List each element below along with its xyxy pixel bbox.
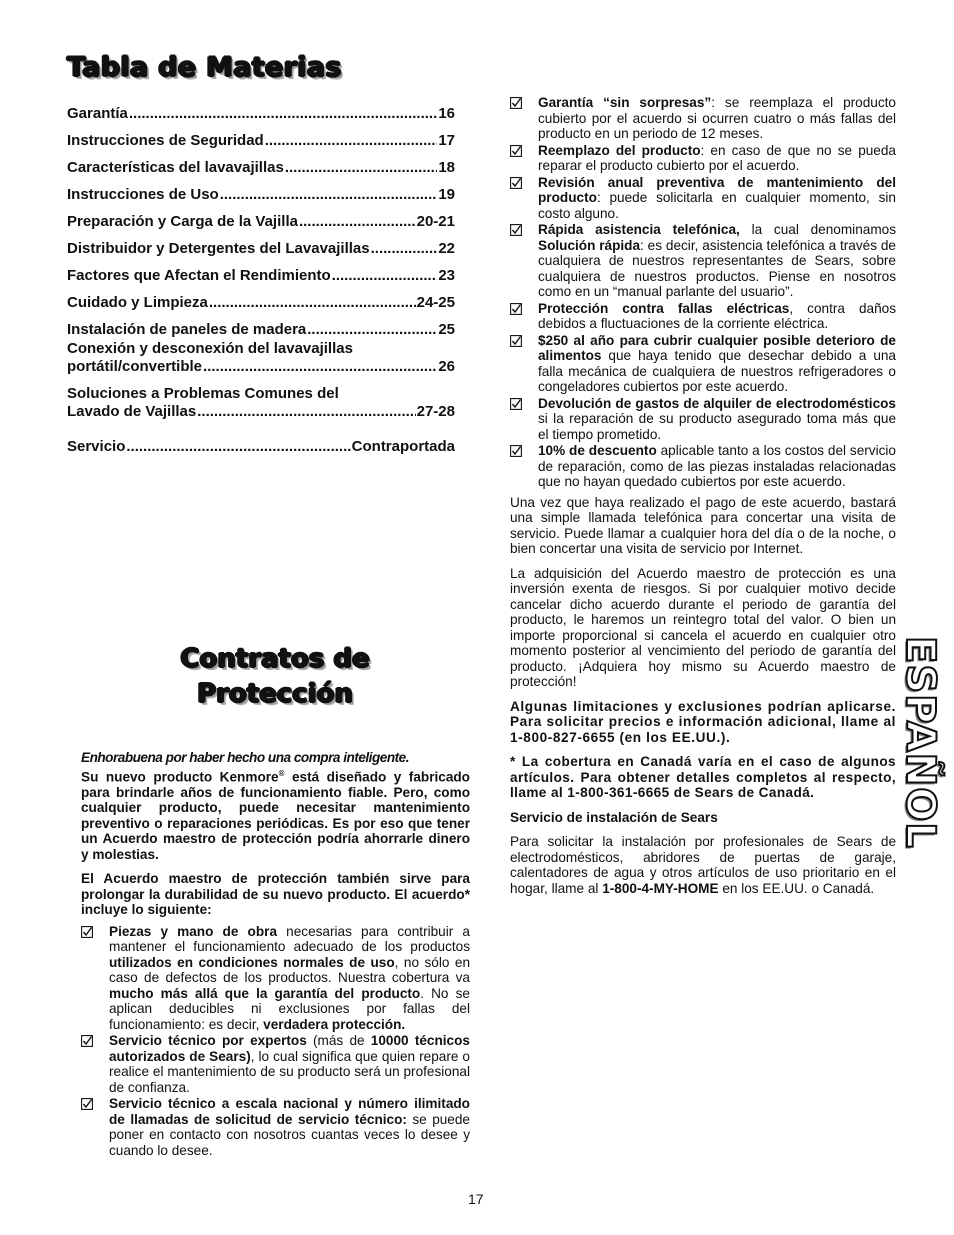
contracts-title-line2: Protección xyxy=(197,679,353,709)
benefit-bold-text: mucho más allá que la garantía del producto xyxy=(109,985,421,1001)
benefit-bold-text: 10% de descuento xyxy=(538,443,657,458)
checkbox-checked-icon xyxy=(510,97,522,109)
toc-entry-page: 20-21 xyxy=(416,213,455,230)
benefit-text: si la reparación de su producto asegurado toma más que el tiempo prometido. xyxy=(538,411,896,442)
checkbox-checked-icon xyxy=(510,398,522,410)
toc-entry-page: 25 xyxy=(438,321,455,338)
benefit-text: : es decir, asistencia telefónica a través de cualquiera de nuestros representantes de Sears, sobre cualquiera de nuestros productos. Piense en nosotros como en un “manual parlante del usuario”. xyxy=(538,237,896,299)
benefit-item xyxy=(81,924,470,1033)
toc-entry-page: Contraportada xyxy=(351,438,455,455)
benefit-bold-text: Solución rápida xyxy=(538,237,641,253)
benefit-item xyxy=(81,1096,470,1158)
registered-mark: ® xyxy=(278,768,285,778)
toc-entry-page: 16 xyxy=(438,105,455,122)
toc-leader-dots xyxy=(371,240,438,258)
toc-entry-page: 22 xyxy=(438,240,455,257)
benefit-item xyxy=(510,175,896,222)
toc-entry-page: 26 xyxy=(438,358,455,375)
toc-entry-label: Instrucciones de Seguridad xyxy=(67,132,264,149)
benefit-text: necesarias para contribuir a mantener el funcionamiento adecuado de los productos xyxy=(109,923,470,955)
toc-leader-dots xyxy=(220,186,438,204)
intro-paragraph xyxy=(81,750,470,862)
toc-leader-dots xyxy=(197,403,415,421)
toc-entry xyxy=(67,231,455,258)
benefit-text: . No se aplican deducibles ni exclusiones por fallas del funcionamiento: es decir, xyxy=(109,985,470,1032)
intro-p1-b: está diseñado y fabricado para brindarle años de funcionamiento fiable. Pero, como cualquier producto, puede necesitar mantenimiento preventivo o reparaciones periódicas. Es por eso que tener un Acuerdo maestro de protección podría ahorrarle dinero y molestias. xyxy=(81,769,470,862)
install-text-b: en los EE.UU. o Canadá. xyxy=(718,880,875,896)
toc-entry-label-line1: Soluciones a Problemas Comunes del xyxy=(67,385,339,402)
toc-entry xyxy=(67,177,455,204)
benefit-bold-text: Rápida asistencia telefónica, xyxy=(538,222,740,237)
toc-leader-dots xyxy=(307,321,437,339)
toc-entry-label: Instalación de paneles de madera xyxy=(67,321,307,338)
toc-entry-label: Factores que Afectan el Rendimiento xyxy=(67,267,331,284)
payment-paragraph: Una vez que haya realizado el pago de este acuerdo, bastará una simple llamada telefónica para concertar una visita de servicio. Puede llamar a cualquier hora del día o de la noche, o bien concertar una visita de servicio por Internet. xyxy=(510,494,896,556)
table-of-contents xyxy=(67,96,455,456)
benefit-text: , lo cual significa que quien repare o realice el mantenimiento de su producto será un profesional de confianza. xyxy=(109,1048,470,1095)
toc-entry-page: 24-25 xyxy=(416,294,455,311)
toc-leader-dots xyxy=(332,267,438,285)
language-side-tab: ESPAÑOL xyxy=(897,636,943,849)
checkbox-checked-icon xyxy=(510,177,522,189)
toc-entry-label: Instrucciones de Uso xyxy=(67,186,219,203)
checkbox-checked-icon xyxy=(81,926,93,938)
benefit-bold-text: Reemplazo del producto xyxy=(538,142,701,158)
toc-leader-dots xyxy=(265,132,438,150)
toc-leader-dots xyxy=(285,159,438,177)
toc-entry-label: Lavado de Vajillas xyxy=(67,403,197,420)
benefit-item xyxy=(81,1033,470,1095)
toc-entry-label: Cuidado y Limpieza xyxy=(67,294,208,311)
canada-paragraph: * La cobertura en Canadá varía en el caso de algunos artículos. Para obtener detalles completos al respecto, llame al 1-800-361-6665 de Sears de Canadá. xyxy=(510,754,896,800)
benefit-item xyxy=(510,396,896,443)
benefit-bold-text: Garantía “sin sorpresas” xyxy=(538,95,712,110)
intro-p1-a: Su nuevo producto Kenmore xyxy=(81,769,279,785)
toc-entry-page: 18 xyxy=(438,159,455,176)
toc-leader-dots xyxy=(129,105,437,123)
toc-leader-dots xyxy=(126,438,350,456)
benefit-bold-text: 10000 técnicos autorizados de Sears) xyxy=(109,1033,470,1064)
benefit-item xyxy=(510,333,896,395)
checkbox-checked-icon xyxy=(510,335,522,347)
intro-italic: Enhorabuena por haber hecho una compra inteligente. xyxy=(81,750,409,765)
benefit-text: : puede solicitarla en cualquier momento, sin costo alguno. xyxy=(538,190,896,221)
checkbox-checked-icon xyxy=(81,1035,93,1047)
toc-entry-label: Distribuidor y Detergentes del Lavavajillas xyxy=(67,240,370,257)
toc-entry-label: Garantía xyxy=(67,105,128,122)
benefit-bold-text: Devolución de gastos de alquiler de electrodomésticos xyxy=(538,395,896,411)
benefit-bold-text: Piezas y mano de obra xyxy=(109,923,278,939)
checkbox-checked-icon xyxy=(510,145,522,157)
toc-entry xyxy=(67,429,455,456)
checkbox-checked-icon xyxy=(510,303,522,315)
investment-paragraph: La adquisición del Acuerdo maestro de protección es una inversión exenta de riesgos. Si por cualquier motivo decide cancelar dicho acuerdo durante el periodo de garantía del producto, le haremos un reintegro total del valor. O bien un importe proporcional si cancela el acuerdo en cualquier otro momento posterior al vencimiento del periodo de garantía del producto. ¡Adquiera hoy mismo su Acuerdo maestro de protección! xyxy=(510,565,896,689)
benefit-bold-text: Revisión anual preventiva de mantenimiento del producto xyxy=(538,174,896,205)
toc-leader-dots xyxy=(299,213,416,231)
toc-entry-label-line1: Conexión y desconexión del lavavajillas xyxy=(67,340,353,357)
toc-leader-dots xyxy=(203,358,437,376)
benefit-bold-text: Protección contra fallas eléctricas xyxy=(538,300,790,316)
install-text-a: Para solicitar la instalación por profesionales de Sears de electrodomésticos, abridores de puertas de garaje, calentadores de agua y otros artículos de uso prioritario en el hogar, llame al xyxy=(510,834,896,896)
benefit-bold-text: verdadera protección. xyxy=(263,1016,406,1032)
left-column-text xyxy=(81,750,470,1159)
toc-entry-label: portátil/convertible xyxy=(67,358,203,375)
limits-paragraph: Algunas limitaciones y exclusiones podrían aplicarse. Para solicitar precios e información adicional, llame al 1-800-827-6655 (en los EE.UU.). xyxy=(510,698,896,745)
toc-title: Tabla de Materias xyxy=(67,52,342,83)
benefit-item xyxy=(510,443,896,490)
toc-entry xyxy=(67,312,455,339)
checkbox-checked-icon xyxy=(510,224,522,236)
benefit-text: la cual denominamos xyxy=(739,222,897,237)
page-number: 17 xyxy=(468,1191,484,1207)
toc-entry-label: Servicio xyxy=(67,438,126,455)
right-benefit-list xyxy=(510,95,896,491)
benefit-text: que haya tenido que desechar debido a una falla mecánica de cualquiera de nuestros refrigeradores o congeladores cubiertos por este acuerdo. xyxy=(538,348,896,394)
toc-entry-label: Características del lavavajillas xyxy=(67,159,284,176)
toc-entry xyxy=(67,204,455,231)
benefit-item xyxy=(510,143,896,174)
benefit-text: aplicable tanto a los costos del servicio de reparación, como de las piezas instaladas relacionadas que no hayan quedado cubiertos por este acuerdo. xyxy=(538,443,896,489)
benefit-bold-text: $250 al año para cubrir cualquier posible deterioro de alimentos xyxy=(538,332,896,363)
benefit-text: (más de xyxy=(306,1033,371,1049)
toc-entry xyxy=(67,258,455,285)
toc-entry-label: Preparación y Carga de la Vajilla xyxy=(67,213,298,230)
install-heading: Servicio de instalación de Sears xyxy=(510,809,718,825)
right-column-text xyxy=(510,95,896,896)
install-paragraph xyxy=(510,834,896,896)
benefit-text: : en caso de que no se pueda reparar el producto cubierto por el acuerdo. xyxy=(538,142,896,173)
benefit-item xyxy=(510,95,896,142)
toc-entry xyxy=(67,339,455,384)
intro-paragraph-2: El Acuerdo maestro de protección también sirve para prolongar la durabilidad de su nuevo producto. El acuerdo* incluye lo siguiente: xyxy=(81,871,470,918)
benefit-text: , contra daños debidos a fluctuaciones de la corriente eléctrica. xyxy=(538,300,896,331)
checkbox-checked-icon xyxy=(510,445,522,457)
benefit-bold-text: utilizados en condiciones normales de uso xyxy=(109,954,395,970)
toc-entry-page: 27-28 xyxy=(416,403,455,420)
benefit-bold-text: Servicio técnico a escala nacional y número ilimitado de llamadas de solicitud de servicio técnico: xyxy=(109,1096,470,1127)
install-phone: 1-800-4-MY-HOME xyxy=(602,880,719,896)
benefit-text: se puede poner en contacto con nosotros cuantas veces lo desee y cuando lo desee. xyxy=(109,1111,470,1158)
benefit-text: , no sólo en caso de defectos de los productos. Nuestra cobertura va xyxy=(109,954,470,986)
toc-leader-dots xyxy=(209,294,416,312)
toc-entry-page: 17 xyxy=(438,132,455,149)
toc-entry-page: 23 xyxy=(438,267,455,284)
contracts-title-line1: Contratos de xyxy=(180,644,370,674)
toc-entry xyxy=(67,384,455,429)
benefit-bold-text: Servicio técnico por expertos xyxy=(109,1033,307,1049)
toc-entry xyxy=(67,285,455,312)
toc-entry xyxy=(67,123,455,150)
checkbox-checked-icon xyxy=(81,1098,93,1110)
contracts-title xyxy=(120,642,430,712)
benefit-item xyxy=(510,222,896,300)
benefit-item xyxy=(510,301,896,332)
toc-entry-page: 19 xyxy=(438,186,455,203)
left-benefit-list xyxy=(81,924,470,1160)
benefit-text: : se reemplaza el producto cubierto por el acuerdo si ocurren cuatro o más fallas del producto en un periodo de 12 meses. xyxy=(538,95,896,141)
toc-entry xyxy=(67,96,455,123)
toc-entry xyxy=(67,150,455,177)
